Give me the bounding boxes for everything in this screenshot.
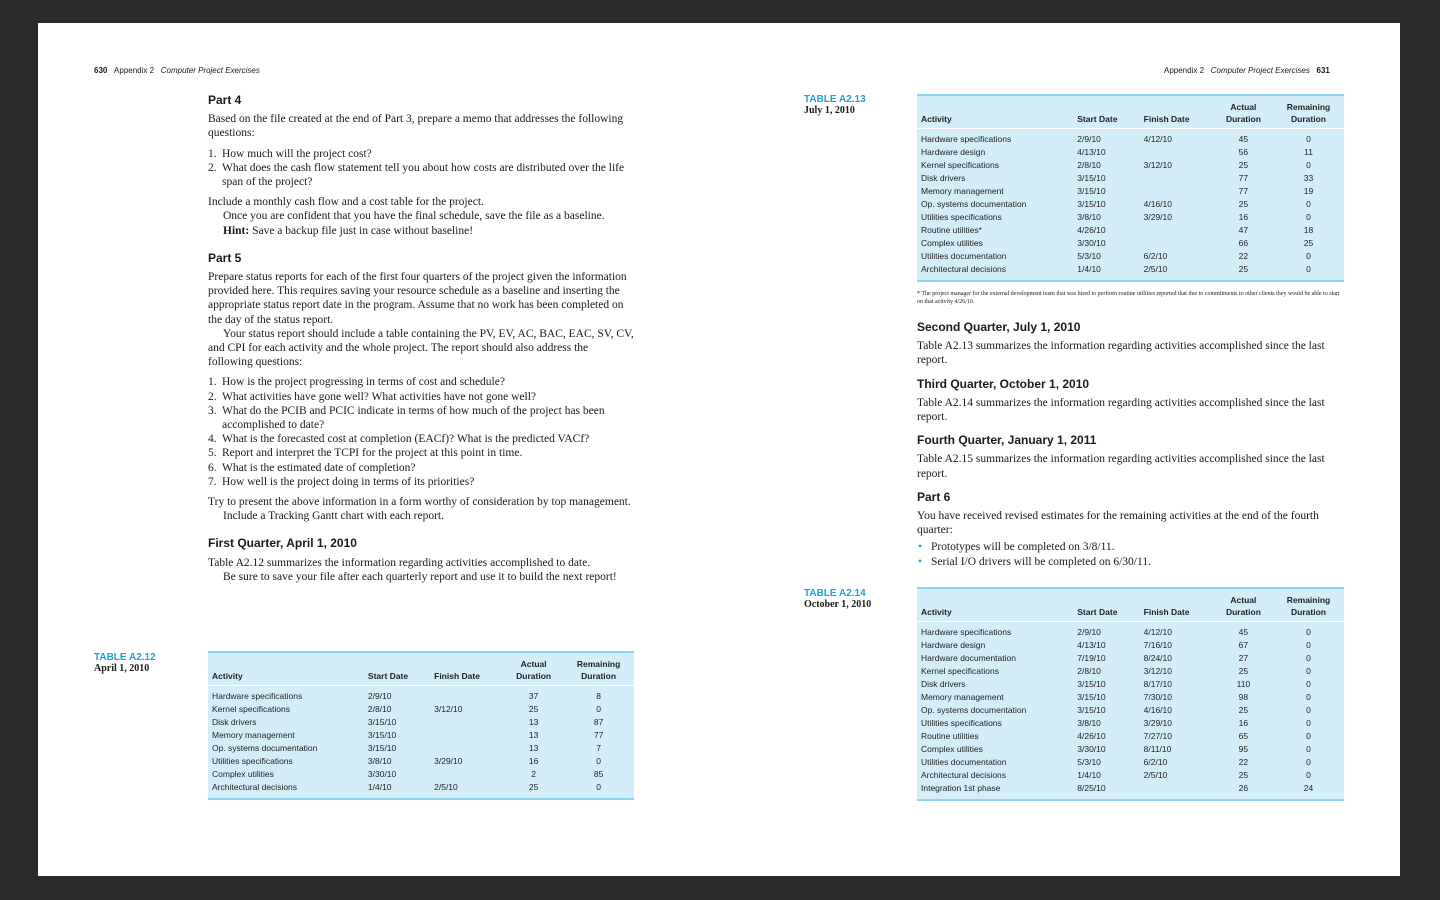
right-running-title: Computer Project Exercises xyxy=(1210,66,1310,75)
activity-cell: Disk drivers xyxy=(212,716,257,727)
table-row xyxy=(917,146,1344,159)
table-row xyxy=(917,756,1344,769)
part4-hint: Hint: Save a backup file just in case without baseline! xyxy=(223,224,474,237)
list-item: 7. How well is the project doing in terms of its priorities? xyxy=(208,475,475,488)
start-date-cell: 4/13/10 xyxy=(1077,639,1106,650)
table-a2-12-caption xyxy=(94,652,156,674)
part5-paragraph-3: Try to present the above information in a form worthy of consideration by top management. xyxy=(208,496,631,509)
start-date-cell: 2/8/10 xyxy=(367,703,392,714)
actual-duration-cell: 67 xyxy=(1238,639,1249,650)
finish-date-cell: 8/24/10 xyxy=(1143,652,1173,663)
table-row xyxy=(208,768,634,781)
remaining-duration-cell: 0 xyxy=(1306,769,1311,780)
remaining-duration-cell: 33 xyxy=(1303,172,1314,183)
actual-duration-cell: 22 xyxy=(1238,756,1249,767)
table-row xyxy=(917,211,1344,224)
part6-intro: You have received revised estimates for the remaining activities at the end of the fourth quarter: xyxy=(917,510,1319,537)
table-row xyxy=(917,782,1344,795)
actual-duration-cell: 37 xyxy=(528,690,539,701)
remaining-duration-cell: 0 xyxy=(596,755,601,766)
table-row xyxy=(208,755,634,768)
remaining-duration-cell: 24 xyxy=(1303,782,1314,793)
finish-date-cell: 3/12/10 xyxy=(434,703,463,714)
actual-duration-cell: 45 xyxy=(1238,626,1249,637)
remaining-duration-cell: 0 xyxy=(596,703,601,714)
table-a2-14-date: October 1, 2010 xyxy=(804,599,872,610)
actual-duration-cell: 77 xyxy=(1238,172,1249,183)
table-row xyxy=(208,729,634,742)
start-date-cell: 3/15/10 xyxy=(1077,691,1106,702)
actual-duration-cell: 25 xyxy=(1238,159,1249,170)
actual-duration-cell: 25 xyxy=(1238,769,1249,780)
finish-date-cell: 7/30/10 xyxy=(1143,691,1173,702)
table-row xyxy=(208,703,634,716)
column-header-remaining: Remaining Duration xyxy=(563,653,634,685)
part5-paragraph-2: Your status report should include a table containing the PV, EV, AC, BAC, EAC, SV, CV, and CPI for each activity and the whole project. The report should also address the following questions: xyxy=(208,327,634,369)
actual-duration-cell: 66 xyxy=(1238,237,1249,248)
right-column-text xyxy=(917,320,1344,569)
start-date-cell: 3/30/10 xyxy=(367,768,397,779)
table-row xyxy=(208,742,634,755)
finish-date-cell: 7/16/10 xyxy=(1143,639,1173,650)
actual-duration-cell: 110 xyxy=(1236,678,1251,689)
table-row xyxy=(917,717,1344,730)
table-row xyxy=(917,250,1344,263)
column-header-activity: Activity xyxy=(208,653,364,685)
table-row xyxy=(208,685,634,703)
start-date-cell: 3/8/10 xyxy=(1077,717,1101,728)
start-date-cell: 1/4/10 xyxy=(367,781,392,792)
table-bottom-padding xyxy=(917,795,1344,799)
finish-date-cell: 3/29/10 xyxy=(1143,211,1173,222)
actual-duration-cell: 25 xyxy=(528,781,539,792)
table-row xyxy=(917,652,1344,665)
actual-duration-cell: 77 xyxy=(1238,185,1249,196)
actual-duration-cell: 95 xyxy=(1238,743,1249,754)
activity-cell: Utilities documentation xyxy=(921,250,1007,261)
table-row xyxy=(917,224,1344,237)
start-date-cell: 3/15/10 xyxy=(1077,198,1106,209)
activity-cell: Utilities specifications xyxy=(921,717,1002,728)
actual-duration-cell: 27 xyxy=(1238,652,1249,663)
table-row xyxy=(917,691,1344,704)
remaining-duration-cell: 11 xyxy=(1304,146,1313,157)
table-a2-14-label: TABLE A2.14 xyxy=(804,588,866,599)
table-row xyxy=(917,743,1344,756)
remaining-duration-cell: 0 xyxy=(1306,678,1311,689)
part5-heading: Part 5 xyxy=(208,250,242,265)
finish-date-cell: 6/2/10 xyxy=(1143,756,1168,767)
table-row xyxy=(917,639,1344,652)
actual-duration-cell: 22 xyxy=(1238,250,1249,261)
finish-date-cell: 2/5/10 xyxy=(1143,769,1168,780)
activity-cell: Integration 1st phase xyxy=(921,782,1001,793)
activity-cell: Complex utilities xyxy=(921,743,983,754)
actual-duration-cell: 47 xyxy=(1238,224,1249,235)
table-a2-13-date: July 1, 2010 xyxy=(804,105,855,116)
remaining-duration-cell: 8 xyxy=(596,690,601,701)
finish-date-cell: 4/16/10 xyxy=(1143,198,1173,209)
table-row xyxy=(917,621,1344,639)
list-item: 4. What is the forecasted cost at completion (EACf)? What is the predicted VACf? xyxy=(208,433,590,446)
actual-duration-cell: 65 xyxy=(1238,730,1249,741)
left-appendix-label: Appendix 2 xyxy=(114,66,155,75)
start-date-cell: 3/15/10 xyxy=(367,742,397,753)
start-date-cell: 2/8/10 xyxy=(1077,159,1101,170)
finish-date-cell xyxy=(430,729,504,742)
finish-date-cell: 4/12/10 xyxy=(1143,626,1173,637)
start-date-cell: 5/3/10 xyxy=(1077,756,1101,767)
column-header-activity: Activity xyxy=(917,96,1073,128)
start-date-cell: 3/30/10 xyxy=(1077,743,1106,754)
start-date-cell: 2/8/10 xyxy=(1077,665,1101,676)
start-date-cell: 3/15/10 xyxy=(1077,172,1106,183)
start-date-cell: 2/9/10 xyxy=(1077,626,1101,637)
activity-cell: Complex utilities xyxy=(921,237,983,248)
part5-paragraph-4: Include a Tracking Gantt chart with each report. xyxy=(223,510,444,523)
second-quarter-text: Table A2.13 summarizes the information regarding activities accomplished since the last report. xyxy=(917,340,1325,367)
finish-date-cell xyxy=(1140,185,1214,198)
remaining-duration-cell: 0 xyxy=(1306,665,1311,676)
list-item: 3. What do the PCIB and PCIC indicate in terms of how much of the project has been accomplished to date? xyxy=(208,404,605,432)
start-date-cell: 2/9/10 xyxy=(367,690,392,701)
column-header-activity: Activity xyxy=(917,589,1073,621)
table-a2-12 xyxy=(208,651,634,800)
right-appendix-label: Appendix 2 xyxy=(1164,66,1205,75)
activity-cell: Architectural decisions xyxy=(921,263,1007,274)
activity-cell: Utilities specifications xyxy=(212,755,293,766)
table-a2-14-caption xyxy=(804,588,871,610)
activity-cell: Complex utilities xyxy=(212,768,274,779)
start-date-cell: 4/26/10 xyxy=(1077,730,1106,741)
activity-cell: Op. systems documentation xyxy=(921,198,1027,209)
activity-cell: Utilities documentation xyxy=(921,756,1007,767)
activity-cell: Hardware documentation xyxy=(921,652,1016,663)
finish-date-cell xyxy=(430,742,504,755)
table-row xyxy=(917,704,1344,717)
finish-date-cell xyxy=(430,768,504,781)
start-date-cell: 3/15/10 xyxy=(367,729,397,740)
left-running-head xyxy=(94,66,260,75)
part4-baseline: Once you are confident that you have the final schedule, save the file as a baseline. xyxy=(223,210,605,223)
list-item: 6. What is the estimated date of completion? xyxy=(208,461,416,474)
table-row xyxy=(917,172,1344,185)
remaining-duration-cell: 0 xyxy=(1306,159,1311,170)
actual-duration-cell: 25 xyxy=(1238,263,1249,274)
actual-duration-cell: 16 xyxy=(528,755,539,766)
column-header-actual: Actual Duration xyxy=(504,653,563,685)
remaining-duration-cell: 0 xyxy=(1306,263,1311,274)
column-header-finish: Finish Date xyxy=(430,653,504,685)
table-row xyxy=(917,678,1344,691)
part4-include: Include a monthly cash flow and a cost table for the project. xyxy=(208,196,484,209)
left-page-number: 630 xyxy=(94,66,108,75)
table-a2-13-footnote: * The project manager for the external development team that was hired to perform routine utilities reported that due to commitments to other clients they would be able to start on that activity 4/26/10. xyxy=(917,291,1340,305)
part6-heading: Part 6 xyxy=(917,489,951,504)
third-quarter-text: Table A2.14 summarizes the information regarding activities accomplished since the last report. xyxy=(917,396,1325,424)
remaining-duration-cell: 0 xyxy=(1306,198,1311,209)
list-item: 2. What activities have gone well? What activities have not gone well? xyxy=(208,390,537,403)
part4-heading: Part 4 xyxy=(208,93,242,107)
table-row xyxy=(917,128,1344,146)
start-date-cell: 3/15/10 xyxy=(367,716,397,727)
activity-cell: Hardware design xyxy=(921,146,986,157)
column-header-start: Start Date xyxy=(1073,589,1139,621)
finish-date-cell: 3/29/10 xyxy=(1143,717,1173,728)
table-row xyxy=(917,769,1344,782)
activity-cell: Routine utilities xyxy=(921,730,979,741)
finish-date-cell xyxy=(1140,146,1214,159)
table-row xyxy=(917,237,1344,250)
table-row xyxy=(208,781,634,794)
start-date-cell: 3/8/10 xyxy=(1077,211,1101,222)
part5-question-list xyxy=(208,375,634,489)
finish-date-cell xyxy=(430,716,504,729)
part5-paragraph-1: Prepare status reports for each of the first four quarters of the project given the information provided here. This requires saving your resource schedule as a baseline and inserting the appropriate status report date in the program. Assume that no work has been completed on the day of the status report. xyxy=(208,271,627,326)
activity-cell: Routine utilities* xyxy=(921,224,982,235)
start-date-cell: 4/26/10 xyxy=(1077,224,1106,235)
activity-cell: Memory management xyxy=(212,729,295,740)
start-date-cell: 3/15/10 xyxy=(1077,704,1106,715)
list-item: • Serial I/O drivers will be completed on 6/30/11. xyxy=(931,555,1344,569)
second-quarter-heading: Second Quarter, July 1, 2010 xyxy=(917,320,1081,334)
first-quarter-heading: First Quarter, April 1, 2010 xyxy=(208,536,357,551)
actual-duration-cell: 16 xyxy=(1238,211,1249,222)
table-a2-12-label: TABLE A2.12 xyxy=(94,652,156,663)
actual-duration-cell: 56 xyxy=(1238,146,1249,157)
activity-cell: Disk drivers xyxy=(921,172,966,183)
right-page-number: 631 xyxy=(1316,66,1330,75)
column-header-actual: Actual Duration xyxy=(1214,96,1273,128)
start-date-cell: 3/8/10 xyxy=(367,755,392,766)
finish-date-cell: 4/12/10 xyxy=(1143,133,1173,144)
right-running-head xyxy=(1164,66,1330,75)
table-row xyxy=(917,263,1344,276)
remaining-duration-cell: 87 xyxy=(593,716,604,727)
activity-cell: Hardware specifications xyxy=(212,690,303,701)
table-a2-14 xyxy=(917,587,1344,801)
table-bottom-padding xyxy=(208,794,634,798)
table-row xyxy=(917,730,1344,743)
actual-duration-cell: 13 xyxy=(528,716,539,727)
activity-cell: Kernel specifications xyxy=(212,703,290,714)
activity-cell: Architectural decisions xyxy=(921,769,1007,780)
list-item: 1. How much will the project cost? xyxy=(208,147,372,160)
fourth-quarter-text: Table A2.15 summarizes the information regarding activities accomplished since the last report. xyxy=(917,453,1325,480)
table-row xyxy=(208,716,634,729)
first-quarter-paragraph-1: Table A2.12 summarizes the information regarding activities accomplished to date. xyxy=(208,556,591,569)
list-item: 1. How is the project progressing in terms of cost and schedule? xyxy=(208,376,505,389)
activity-cell: Utilities specifications xyxy=(921,211,1002,222)
actual-duration-cell: 98 xyxy=(1238,691,1249,702)
finish-date-cell: 2/5/10 xyxy=(434,781,458,792)
table-a2-12-date: April 1, 2010 xyxy=(94,663,150,674)
left-running-title: Computer Project Exercises xyxy=(160,66,260,75)
finish-date-cell xyxy=(1140,237,1214,250)
start-date-cell: 7/19/10 xyxy=(1077,652,1106,663)
activity-cell: Op. systems documentation xyxy=(921,704,1027,715)
actual-duration-cell: 26 xyxy=(1238,782,1249,793)
table-row xyxy=(917,185,1344,198)
remaining-duration-cell: 0 xyxy=(1306,133,1311,144)
remaining-duration-cell: 0 xyxy=(1306,691,1311,702)
table-row xyxy=(917,665,1344,678)
table-row xyxy=(917,198,1344,211)
column-header-remaining: Remaining Duration xyxy=(1273,96,1344,128)
left-column-text xyxy=(208,93,634,584)
actual-duration-cell: 25 xyxy=(1238,198,1249,209)
finish-date-cell: 6/2/10 xyxy=(1143,250,1168,261)
part4-intro: Based on the file created at the end of Part 3, prepare a memo that addresses the following questions: xyxy=(208,113,624,140)
column-header-start: Start Date xyxy=(364,653,430,685)
finish-date-cell: 8/17/10 xyxy=(1143,678,1173,689)
finish-date-cell xyxy=(1140,172,1214,185)
part6-bullet-list xyxy=(917,540,1344,568)
remaining-duration-cell: 0 xyxy=(596,781,601,792)
column-header-finish: Finish Date xyxy=(1140,589,1214,621)
column-header-start: Start Date xyxy=(1073,96,1139,128)
remaining-duration-cell: 0 xyxy=(1306,743,1311,754)
actual-duration-cell: 25 xyxy=(1238,665,1249,676)
actual-duration-cell: 25 xyxy=(528,703,539,714)
finish-date-cell: 3/12/10 xyxy=(1143,665,1173,676)
table-bottom-padding xyxy=(917,276,1344,280)
remaining-duration-cell: 0 xyxy=(1306,756,1311,767)
activity-cell: Memory management xyxy=(921,691,1004,702)
activity-cell: Op. systems documentation xyxy=(212,742,318,753)
remaining-duration-cell: 0 xyxy=(1306,704,1311,715)
start-date-cell: 2/9/10 xyxy=(1077,133,1101,144)
actual-duration-cell: 25 xyxy=(1238,704,1249,715)
table-row xyxy=(917,159,1344,172)
start-date-cell: 8/25/10 xyxy=(1077,782,1106,793)
activity-cell: Architectural decisions xyxy=(212,781,298,792)
start-date-cell: 1/4/10 xyxy=(1077,263,1101,274)
fourth-quarter-heading: Fourth Quarter, January 1, 2011 xyxy=(917,433,1097,448)
finish-date-cell: 4/16/10 xyxy=(1143,704,1173,715)
list-item: 2. What does the cash flow statement tell you about how costs are distributed over the life span of the project? xyxy=(208,161,625,189)
remaining-duration-cell: 77 xyxy=(593,729,604,740)
remaining-duration-cell: 0 xyxy=(1306,730,1311,741)
book-spread xyxy=(38,23,1400,876)
table-a2-13-label: TABLE A2.13 xyxy=(804,94,866,105)
remaining-duration-cell: 25 xyxy=(1303,237,1314,248)
remaining-duration-cell: 85 xyxy=(593,768,604,779)
remaining-duration-cell: 0 xyxy=(1306,652,1311,663)
remaining-duration-cell: 0 xyxy=(1306,211,1311,222)
actual-duration-cell: 16 xyxy=(1238,717,1249,728)
finish-date-cell: 8/11/10 xyxy=(1143,743,1172,754)
activity-cell: Memory management xyxy=(921,185,1004,196)
list-item: 5. Report and interpret the TCPI for the project at this point in time. xyxy=(208,447,523,460)
remaining-duration-cell: 18 xyxy=(1303,224,1314,235)
actual-duration-cell: 13 xyxy=(528,729,539,740)
start-date-cell: 5/3/10 xyxy=(1077,250,1101,261)
remaining-duration-cell: 0 xyxy=(1306,626,1311,637)
finish-date-cell xyxy=(430,685,504,703)
actual-duration-cell: 45 xyxy=(1238,133,1249,144)
finish-date-cell xyxy=(1140,782,1214,795)
part4-question-list xyxy=(208,147,634,190)
activity-cell: Kernel specifications xyxy=(921,665,999,676)
finish-date-cell: 2/5/10 xyxy=(1143,263,1168,274)
start-date-cell: 3/15/10 xyxy=(1077,185,1106,196)
start-date-cell: 1/4/10 xyxy=(1077,769,1101,780)
actual-duration-cell: 2 xyxy=(531,768,537,779)
activity-cell: Kernel specifications xyxy=(921,159,999,170)
start-date-cell: 3/30/10 xyxy=(1077,237,1106,248)
first-quarter-paragraph-2: Be sure to save your file after each quarterly report and use it to build the next report! xyxy=(223,570,617,583)
finish-date-cell: 7/27/10 xyxy=(1143,730,1173,741)
remaining-duration-cell: 0 xyxy=(1306,717,1311,728)
column-header-finish: Finish Date xyxy=(1140,96,1214,128)
table-a2-13-caption xyxy=(804,94,866,116)
third-quarter-heading: Third Quarter, October 1, 2010 xyxy=(917,376,1090,391)
finish-date-cell xyxy=(1140,224,1214,237)
remaining-duration-cell: 0 xyxy=(1306,639,1311,650)
remaining-duration-cell: 7 xyxy=(596,742,601,753)
activity-cell: Hardware specifications xyxy=(921,133,1012,144)
start-date-cell: 4/13/10 xyxy=(1077,146,1106,157)
column-header-remaining: Remaining Duration xyxy=(1273,589,1344,621)
actual-duration-cell: 13 xyxy=(528,742,539,753)
activity-cell: Hardware design xyxy=(921,639,986,650)
table-a2-13 xyxy=(917,94,1344,282)
start-date-cell: 3/15/10 xyxy=(1077,678,1106,689)
remaining-duration-cell: 0 xyxy=(1306,250,1311,261)
activity-cell: Hardware specifications xyxy=(921,626,1012,637)
column-header-actual: Actual Duration xyxy=(1214,589,1273,621)
activity-cell: Disk drivers xyxy=(921,678,966,689)
remaining-duration-cell: 19 xyxy=(1303,185,1314,196)
finish-date-cell: 3/29/10 xyxy=(434,755,463,766)
finish-date-cell: 3/12/10 xyxy=(1143,159,1173,170)
list-item: • Prototypes will be completed on 3/8/11. xyxy=(931,540,1344,554)
